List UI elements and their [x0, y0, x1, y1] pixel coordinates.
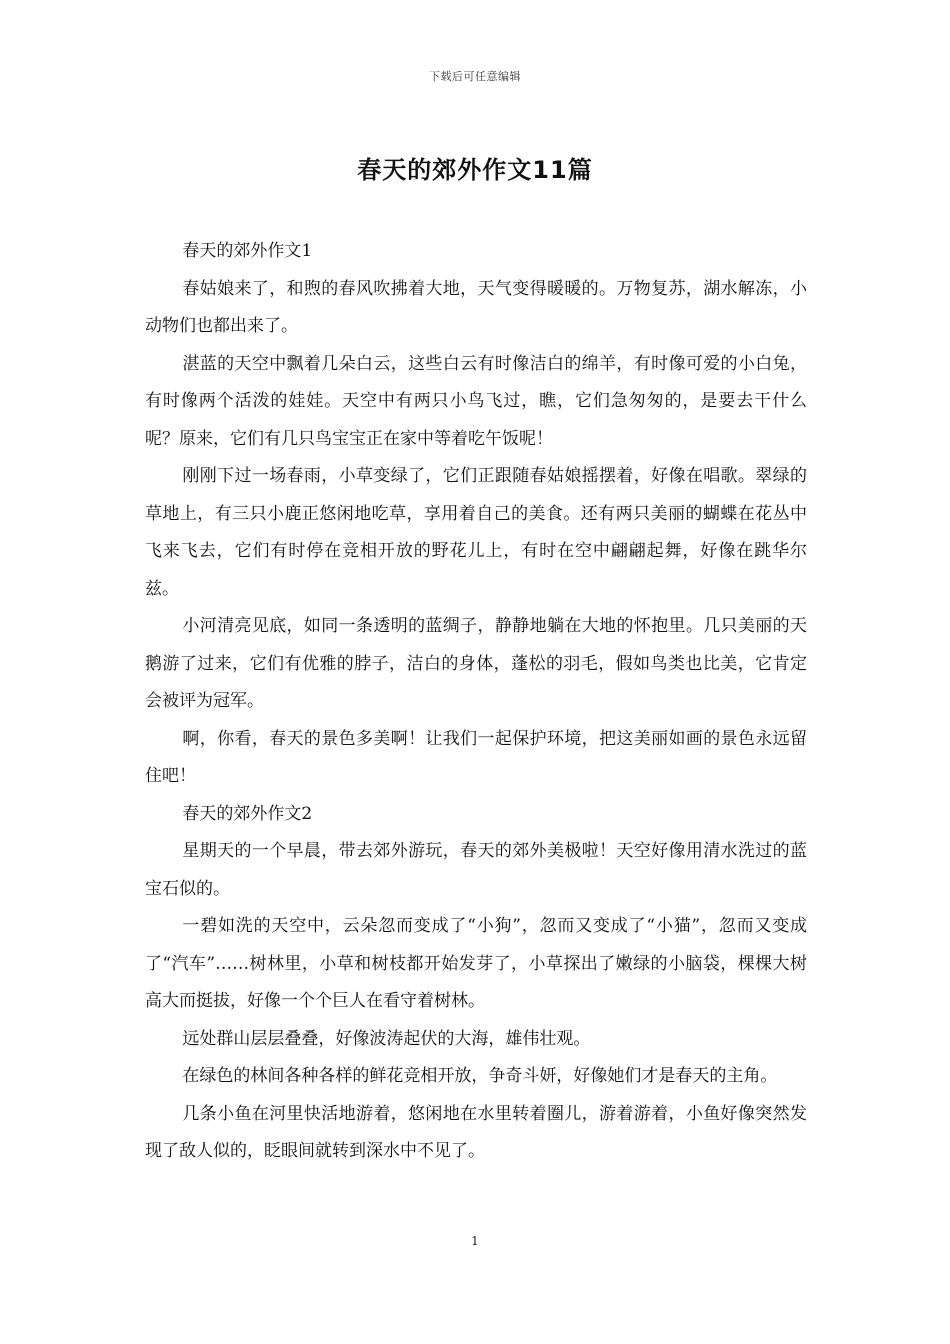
page-number: 1	[471, 1234, 479, 1248]
paragraph: 在绿色的林间各种各样的鲜花竞相开放，争奇斗妍，好像她们才是春天的主角。	[182, 1066, 778, 1086]
document-body	[145, 233, 807, 1171]
paragraph: 几条小鱼在河里快活地游着，悠闲地在水里转着圈儿，游着游着，小鱼好像突然发现了敌人似的，眨眼间就转到深水中不见了。	[145, 1103, 807, 1161]
document-title: 春天的郊外作文11篇	[357, 156, 593, 184]
header-note: 下载后可任意编辑	[429, 70, 521, 83]
paragraph: 小河清亮见底，如同一条透明的蓝绸子，静静地躺在大地的怀抱里。几只美丽的天鹅游了过来，它们有优雅的脖子，洁白的身体，蓬松的羽毛，假如鸟类也比美，它肯定会被评为冠军。	[145, 616, 807, 711]
section-heading: 春天的郊外作文2	[182, 803, 313, 824]
section-heading: 春天的郊外作文1	[182, 241, 313, 261]
paragraph: 一碧如洗的天空中，云朵忽而变成了“小狗”，忽而又变成了“小猫”，忽而又变成了“汽车”……树林里，小草和树枝都开始发芽了，小草探出了嫩绿的小脑袋，棵棵大树高大而挺拔，好像一个个巨人在看守着树林。	[145, 916, 807, 1011]
paragraph: 星期天的一个早晨，带去郊外游玩，春天的郊外美极啦！天空好像用清水洗过的蓝宝石似的。	[145, 841, 807, 899]
paragraph: 远处群山层层叠叠，好像波涛起伏的大海，雄伟壮观。	[182, 1028, 591, 1049]
paragraph: 啊，你看，春天的景色多美啊！让我们一起保护环境，把这美丽如画的景色永远留住吧！	[145, 728, 807, 786]
paragraph: 湛蓝的天空中飘着几朵白云，这些白云有时像洁白的绵羊，有时像可爱的小白兔，有时像两个活泼的娃娃。天空中有两只小鸟飞过，瞧，它们急匆匆的，是要去干什么呢？原来，它们有几只鸟宝宝正在家中等着吃午饭呢！	[145, 353, 807, 449]
paragraph: 刚刚下过一场春雨，小草变绿了，它们正跟随春姑娘摇摆着，好像在唱歌。翠绿的草地上，有三只小鹿正悠闲地吃草，享用着自己的美食。还有两只美丽的蝴蝶在花丛中飞来飞去，它们有时停在竞相开放的野花儿上，有时在空中翩翩起舞，好像在跳华尔兹。	[145, 466, 807, 599]
paragraph: 春姑娘来了，和煦的春风吹拂着大地，天气变得暖暖的。万物复苏，湖水解冻，小动物们也都出来了。	[145, 278, 807, 336]
